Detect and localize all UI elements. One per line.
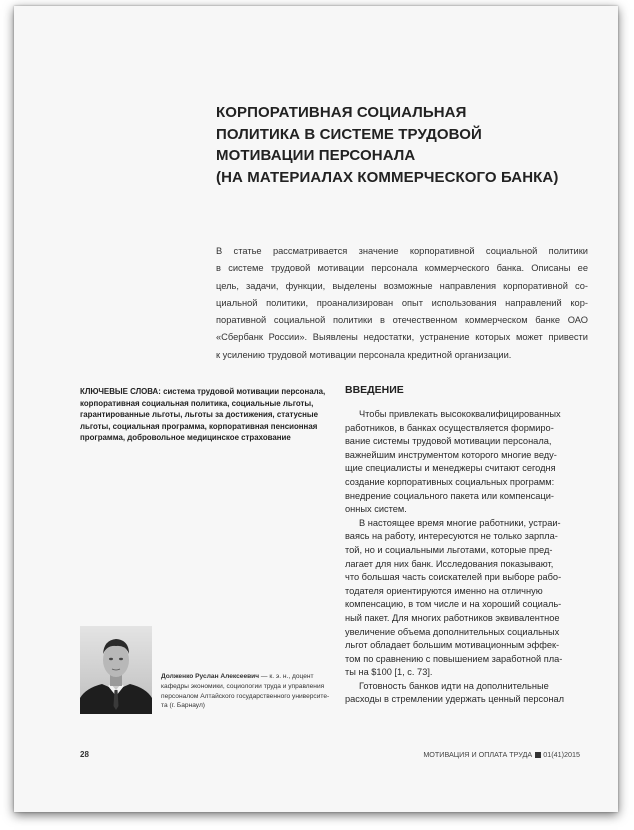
abstract-line: «Сбербанк России». Выявлены недостатки, устранение которых может привести: [216, 332, 588, 343]
title-line: (НА МАТЕРИАЛАХ КОММЕРЧЕСКОГО БАНКА): [216, 168, 559, 186]
article-title: [216, 102, 596, 188]
body-line: лагает для них банк. Исследования показывают,: [345, 558, 554, 569]
author-photo: [80, 626, 152, 714]
body-line: важнейшим инструментом которого многие веду-: [345, 449, 557, 460]
keywords-line: корпоративная социальная политика, социальные льготы,: [80, 398, 314, 408]
keywords-block: [80, 386, 330, 444]
keywords-line: программа, добровольное медицинское страхование: [80, 433, 291, 442]
body-line: той, но и социальными льготами, которые пред-: [345, 544, 553, 555]
body-line: что большая часть соискателей при выборе рабо-: [345, 572, 562, 583]
keywords-line: КЛЮЧЕВЫЕ СЛОВА: система трудовой мотивации персонала,: [80, 387, 326, 396]
author-info: [161, 672, 341, 711]
body-line: работников, в банках осуществляется формиро-: [345, 422, 554, 433]
body-line: Чтобы привлекать высококвалифицированных: [359, 409, 561, 419]
author-name: Долженко Руслан Алексеевич: [161, 673, 260, 680]
journal-page: [14, 6, 618, 812]
footer-journal-name: МОТИВАЦИЯ И ОПЛАТА ТРУДА: [423, 750, 533, 759]
body-line: ваясь на работу, интересуются не только зарпла-: [345, 531, 558, 542]
body-line: внедрение социального пакета или компенсаци-: [345, 490, 554, 501]
body-line: ный пакет. Для многих работников эквивалентное: [345, 612, 560, 623]
body-line: щие специалисты и менеджеры считают сегодня: [345, 463, 556, 474]
title-line: МОТИВАЦИИ ПЕРСОНАЛА: [216, 147, 416, 164]
intro-heading: ВВЕДЕНИЕ: [345, 384, 404, 396]
author-line: [161, 672, 341, 682]
body-line: ты на $100 [1, с. 73].: [345, 667, 433, 678]
article-abstract: [216, 243, 588, 364]
keywords-line: льготы, социальная программа, корпоративная пенсионная: [80, 421, 318, 431]
abstract-line: цель, задачи, функции, выделены возможные направления корпоративной со-: [216, 280, 588, 291]
author-degree: — к. э. н., доцент: [259, 673, 314, 680]
intro-body: [345, 408, 600, 707]
square-bullet-icon: [535, 752, 541, 758]
title-line: ПОЛИТИКА В СИСТЕМЕ ТРУДОВОЙ: [216, 125, 482, 143]
body-line: В настоящее время многие работники, устраи-: [359, 517, 561, 528]
body-line: создание корпоративных социальных программ:: [345, 476, 555, 487]
body-line: Готовность банков идти на дополнительные: [359, 680, 549, 691]
body-line: тодателя ориентируются именно на отличную: [345, 585, 543, 596]
abstract-line: В статье рассматривается значение корпоративной социальной политики: [216, 246, 588, 256]
body-line: компенсацию, в том числе и на хороший социаль-: [345, 599, 562, 610]
abstract-line: в системе трудовой мотивации персонала коммерческого банка. Описаны ее: [216, 263, 588, 274]
body-line: льгот обладает большим мотивационным эффек-: [345, 640, 560, 651]
abstract-line: циальной политики, проанализирован опыт использования направлений кор-: [216, 297, 588, 308]
abstract-line: поративной социальной политики в отечественном коммерческом банке ОАО: [216, 315, 588, 326]
author-line: та (г. Барнаул): [161, 702, 205, 710]
keywords-line: гарантированные льготы, льготы за достижения, статусные: [80, 410, 318, 419]
journal-footer: [423, 750, 580, 759]
author-line: кафедры экономики, социологии труда и управления: [161, 682, 325, 690]
body-line: вание системы трудовой мотивации персонала,: [345, 436, 552, 447]
body-line: увеличение объема дополнительных социальных: [345, 626, 560, 637]
author-portrait-image: [80, 626, 152, 714]
page-number: 28: [80, 750, 89, 759]
body-line: онных систем.: [345, 504, 407, 515]
author-line: персоналом Алтайского государственного университе-: [161, 692, 330, 700]
title-line: КОРПОРАТИВНАЯ СОЦИАЛЬНАЯ: [216, 104, 467, 121]
body-line: расходы в стремлении удержать ценный персонал: [345, 694, 565, 705]
abstract-line: к усилению трудовой мотивации персонала кредитной организации.: [216, 349, 512, 360]
body-line: том по сравнению с повышением заработной пла-: [345, 653, 563, 664]
footer-issue: 01(41)2015: [543, 750, 580, 759]
